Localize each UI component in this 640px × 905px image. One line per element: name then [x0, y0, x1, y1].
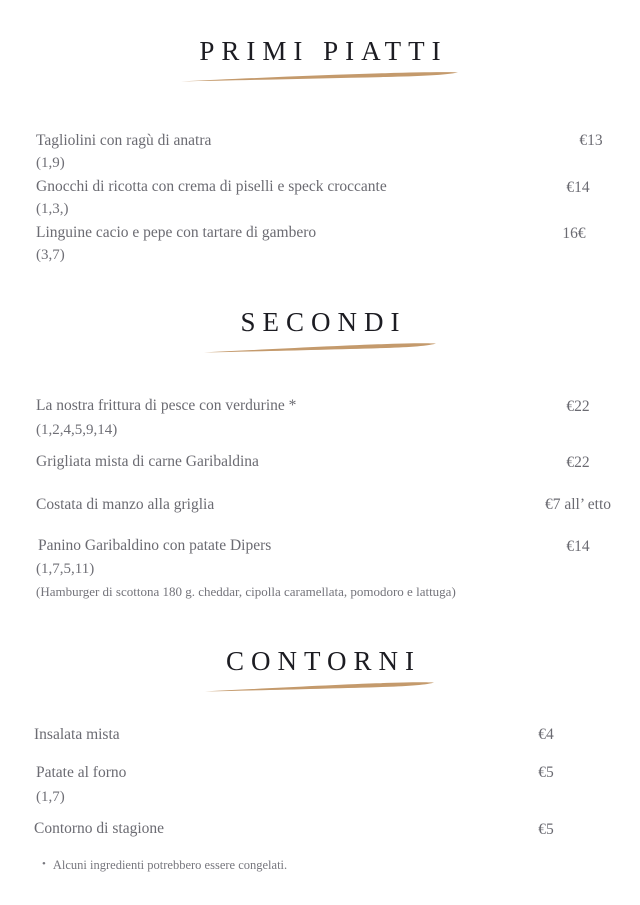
section-header-primi-piatti [0, 38, 640, 83]
item-price: €7 all’ etto [545, 496, 611, 513]
item-name: Contorno di stagione [34, 820, 165, 837]
item-price: 16€ [562, 225, 586, 242]
item-allergens: (1,7,5,11) [36, 561, 95, 577]
item-name: Panino Garibaldino con patate Dipers [38, 537, 272, 554]
item-allergens: (1,7) [36, 789, 65, 805]
item-price: €14 [566, 538, 590, 555]
bullet-icon: • [42, 858, 46, 870]
section-title-primi-piatti: PRIMI PIATTI [199, 36, 448, 66]
item-price: €4 [538, 726, 554, 743]
item-name: Costata di manzo alla griglia [36, 496, 215, 513]
brushstroke-underline-contorni [0, 679, 640, 693]
section-title-contorni: CONTORNI [225, 646, 421, 676]
brushstroke-underline-primi-piatti [0, 69, 640, 83]
item-price: €22 [566, 454, 590, 471]
item-name: Grigliata mista di carne Garibaldina [36, 453, 259, 470]
item-price: €5 [538, 764, 554, 781]
item-name: Linguine cacio e pepe con tartare di gambero [36, 224, 317, 241]
item-allergens: (1,3,) [36, 201, 69, 217]
item-allergens: (1,2,4,5,9,14) [36, 422, 118, 438]
footnote-text: Alcuni ingredienti potrebbero essere congelati. [52, 858, 288, 872]
section-title-secondi: SECONDI [240, 307, 407, 337]
item-allergens: (3,7) [36, 247, 65, 263]
item-name: Insalata mista [34, 726, 120, 743]
item-price: €22 [566, 398, 590, 415]
brushstroke-underline-secondi [0, 340, 640, 354]
item-allergens: (1,9) [36, 155, 65, 171]
item-name: Patate al forno [36, 764, 127, 781]
item-name: La nostra frittura di pesce con verdurine * [36, 397, 297, 414]
section-header-contorni [0, 648, 640, 693]
item-price: €14 [566, 179, 590, 196]
item-price: €5 [538, 821, 554, 838]
section-header-secondi [0, 309, 640, 354]
item-price: €13 [579, 132, 603, 149]
item-name: Tagliolini con ragù di anatra [36, 132, 212, 149]
footnote [42, 859, 287, 872]
item-name: Gnocchi di ricotta con crema di piselli e speck croccante [36, 178, 387, 195]
item-description: (Hamburger di scottona 180 g. cheddar, cipolla caramellata, pomodoro e lattuga) [36, 584, 456, 599]
